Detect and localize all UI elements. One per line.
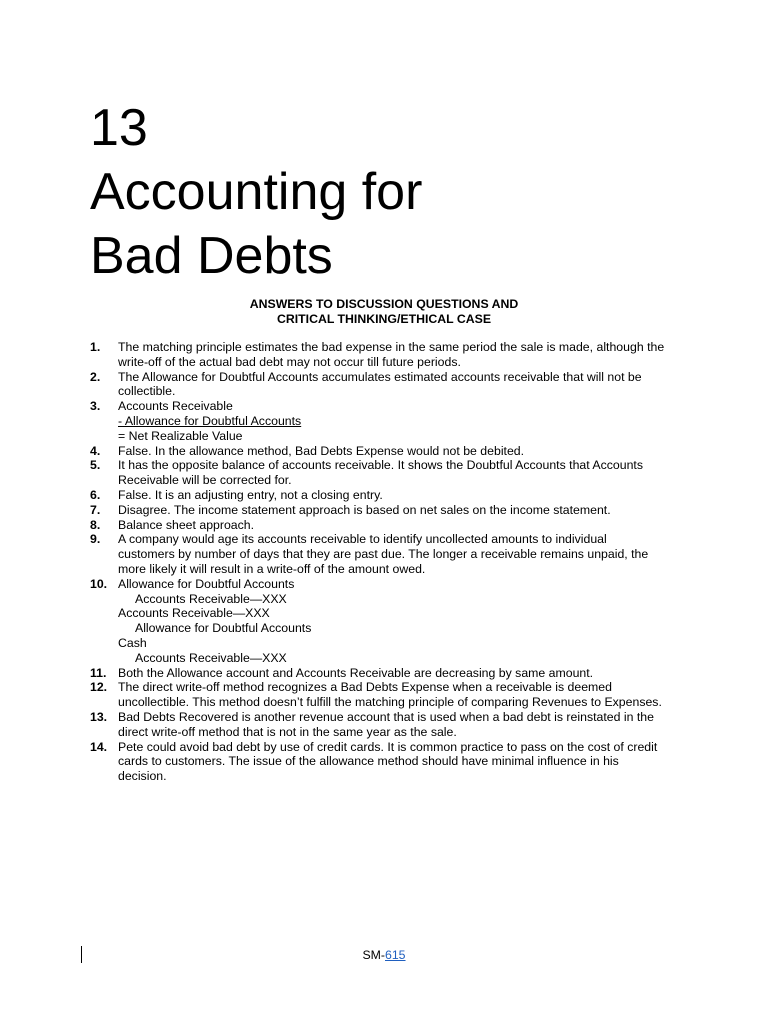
answer-line: Balance sheet approach. xyxy=(118,517,255,532)
section-heading-line-2: CRITICAL THINKING/ETHICAL CASE xyxy=(276,312,492,326)
answer-line: The matching principle estimates the bad expense in the same period the sale is made, although the xyxy=(118,340,665,354)
answer-number: 8. xyxy=(90,517,101,532)
answer-item xyxy=(90,532,690,576)
section-heading xyxy=(0,297,768,327)
journal-line-indented: Accounts Receivable—XXX xyxy=(135,650,287,665)
answer-line: Bad Debts Recovered is another revenue account that is used when a bad debt is reinstated in the xyxy=(118,709,654,724)
page-footer xyxy=(0,948,768,962)
answer-item xyxy=(90,577,690,666)
chapter-title-line-2: Bad Debts xyxy=(90,227,333,285)
chapter-number: 13 xyxy=(90,99,148,157)
answer-item xyxy=(90,710,690,740)
answer-item xyxy=(90,488,690,503)
journal-line: Cash xyxy=(118,635,147,650)
answer-line: Accounts Receivable xyxy=(118,399,233,414)
answer-line: collectible. xyxy=(118,384,176,399)
chapter-title-line-1: Accounting for xyxy=(90,163,423,221)
answer-line: Pete could avoid bad debt by use of credit cards. It is common practice to pass on the cost of credit xyxy=(118,739,658,754)
journal-line: Accounts Receivable—XXX xyxy=(118,606,270,621)
answer-number: 9. xyxy=(90,532,101,547)
answer-line: Disagree. The income statement approach is based on net sales on the income statement. xyxy=(118,502,611,517)
answer-item xyxy=(90,503,690,518)
answer-item xyxy=(90,444,690,459)
answer-line-underlined xyxy=(118,414,690,429)
answer-number: 2. xyxy=(90,369,101,384)
section-heading-line-1: ANSWERS TO DISCUSSION QUESTIONS AND xyxy=(249,297,519,311)
answer-line: cards to customers. The issue of the allowance method should have minimal influence in his xyxy=(118,754,619,769)
answer-line-underlined-text: - Allowance for Doubtful Accounts xyxy=(118,413,302,428)
answer-number: 14. xyxy=(90,739,108,754)
answer-number: 4. xyxy=(90,443,101,458)
answer-line: A company would age its accounts receivable to identify uncollected amounts to individual xyxy=(118,532,607,547)
answer-line: uncollectible. This method doesn’t fulfill the matching principle of comparing Revenues to Expenses. xyxy=(118,695,662,710)
answer-line: The Allowance for Doubtful Accounts accumulates estimated accounts receivable that will not be xyxy=(118,369,642,384)
chapter-title xyxy=(90,96,422,288)
answer-number: 10. xyxy=(90,576,108,591)
answer-line: decision. xyxy=(118,769,167,784)
answer-number: 7. xyxy=(90,502,101,517)
answer-line: False. It is an adjusting entry, not a closing entry. xyxy=(118,487,383,502)
answer-number: 3. xyxy=(90,399,101,414)
answer-number: 13. xyxy=(90,709,108,724)
answer-item xyxy=(90,666,690,681)
answer-line: customers by number of days that they are past due. The longer a receivable remains unpaid, the xyxy=(118,547,649,562)
answer-line: False. In the allowance method, Bad Debts Expense would not be debited. xyxy=(118,443,525,458)
answer-item xyxy=(90,399,690,443)
answer-line: = Net Realizable Value xyxy=(118,428,243,443)
answer-line: Both the Allowance account and Accounts Receivable are decreasing by same amount. xyxy=(118,665,594,680)
answer-line: Receivable will be corrected for. xyxy=(118,473,292,488)
answer-line: The direct write-off method recognizes a Bad Debts Expense when a receivable is deemed xyxy=(118,680,612,695)
page-number-link[interactable]: 615 xyxy=(385,948,406,962)
answer-item xyxy=(90,370,690,400)
answer-number: 11. xyxy=(90,665,107,680)
footer-prefix: SM- xyxy=(362,948,385,962)
answer-item xyxy=(90,680,690,710)
answer-number: 6. xyxy=(90,487,101,502)
answer-number: 1. xyxy=(90,340,101,354)
answer-number: 12. xyxy=(90,680,108,695)
journal-line-indented: Allowance for Doubtful Accounts xyxy=(135,621,312,636)
answer-item xyxy=(90,518,690,533)
journal-line-indented: Accounts Receivable—XXX xyxy=(135,591,287,606)
answer-line: write-off of the actual bad debt may not occur till future periods. xyxy=(118,354,461,369)
answer-item xyxy=(90,740,690,784)
answer-line: more likely it will result in a write-off of the amount owed. xyxy=(118,561,426,576)
answer-line: direct write-off method that is not in the same year as the sale. xyxy=(118,724,457,739)
journal-line: Allowance for Doubtful Accounts xyxy=(118,576,295,591)
answers-list xyxy=(90,340,690,784)
answer-number: 5. xyxy=(90,458,101,473)
answer-item xyxy=(90,340,690,370)
answer-line: It has the opposite balance of accounts receivable. It shows the Doubtful Accounts that Accounts xyxy=(118,458,643,473)
answer-item xyxy=(90,458,690,488)
